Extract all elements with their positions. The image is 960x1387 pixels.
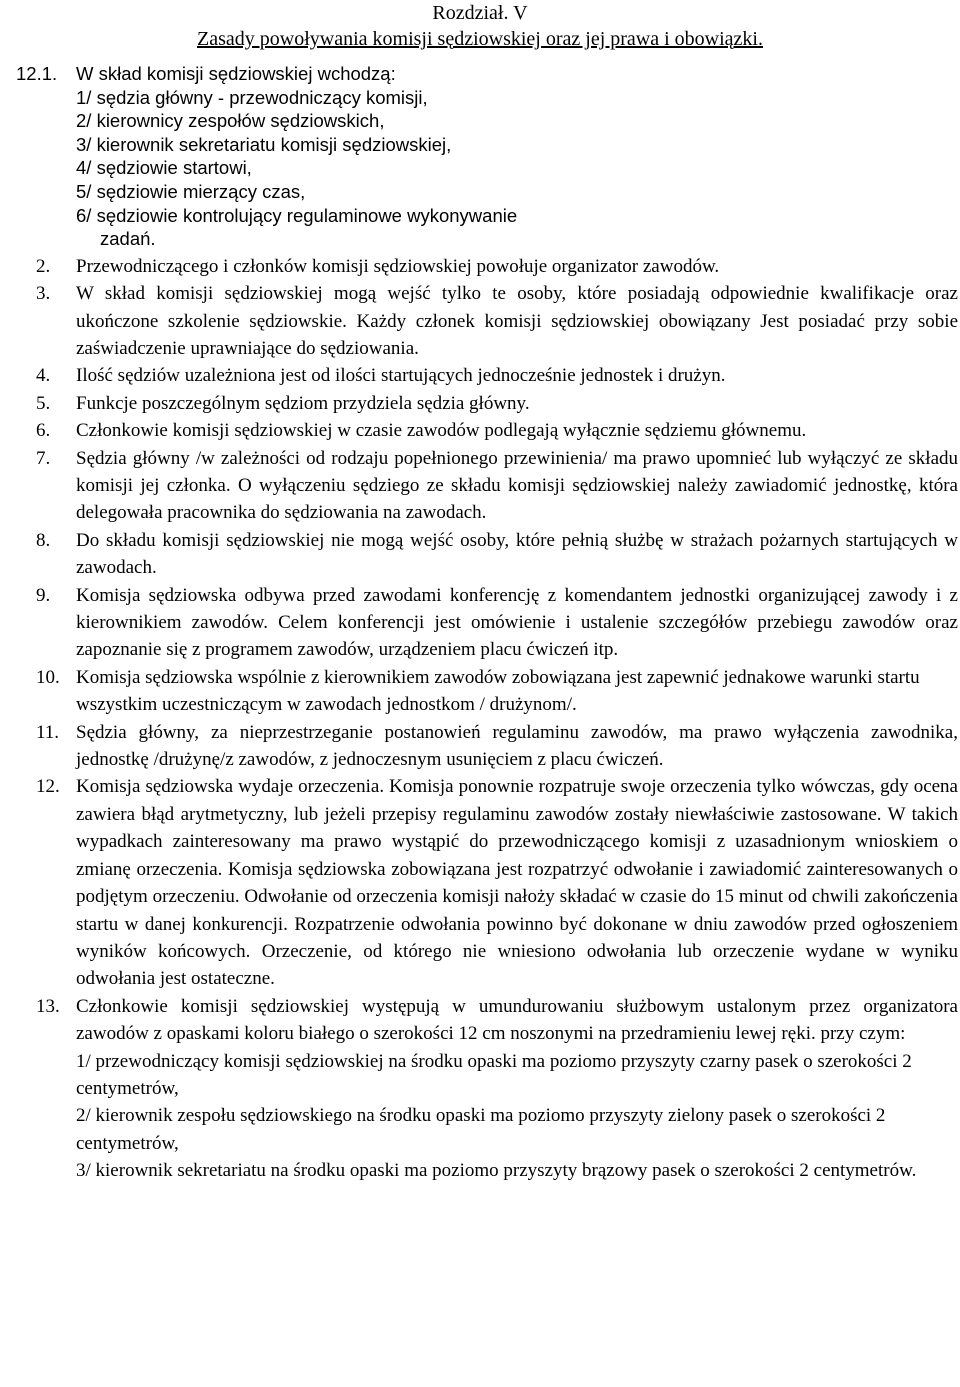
sub-item: 2/ kierownicy zespołów sędziowskich,	[76, 110, 385, 132]
item-number: 13.	[36, 995, 60, 1017]
item-number: 2.	[36, 255, 51, 277]
item-number: 6.	[36, 420, 51, 442]
item-text: Funkcje poszczególnym sędziom przydziela sędzia główny.	[76, 392, 530, 414]
list-item	[0, 253, 958, 280]
list-item	[0, 62, 958, 251]
item-text: Członkowie komisji sędziowskiej w czasie zawodów podlegają wyłącznie sędziemu głównemu.	[76, 420, 807, 442]
item-number: 12.	[36, 776, 60, 798]
sub-item: 6/ sędziowie kontrolujący regulaminowe wykonywanie	[76, 204, 518, 226]
item-text: Komisja sędziowska odbywa przed zawodami konferencję z komendantem jednostki organizującej zawody i z kierownikiem zawodów. Celem konferencji jest omówienie i ustalenie szczegółów przebiegu zawodów oraz zapoznanie się z programem zawodów, urządzeniem placu ćwiczeń itp.	[76, 584, 958, 661]
list-item	[0, 390, 958, 417]
list-item	[0, 445, 958, 527]
sub-item: 3/ kierownik sekretariatu komisji sędziowskiej,	[76, 133, 452, 155]
list-item	[0, 527, 958, 582]
rules-list	[0, 62, 958, 1185]
sub-item: 1/ przewodniczący komisji sędziowskiej na środku opaski ma poziomo przyszyty czarny pasek o szerokości 2 centymetrów,	[76, 1050, 912, 1099]
item-lead: W skład komisji sędziowskiej wchodzą:	[76, 63, 396, 84]
sub-item: 2/ kierownik zespołu sędziowskiego na środku opaski ma poziomo przyszyty zielony pasek o szerokości 2 centymetrów,	[76, 1105, 886, 1154]
item-number: 3.	[36, 283, 51, 305]
item-number: 10.	[36, 666, 60, 688]
list-item	[0, 993, 958, 1185]
list-item	[0, 719, 958, 774]
chapter-header	[0, 0, 960, 52]
sub-item: 5/ sędziowie mierzący czas,	[76, 180, 306, 202]
item-text: Do składu komisji sędziowskiej nie mogą wejść osoby, które pełnią służbę w strażach pożarnych startujących w zawodach.	[76, 529, 958, 579]
item-number: 12.1.	[16, 63, 58, 84]
list-item	[0, 280, 958, 362]
item-number: 9.	[36, 584, 51, 606]
item-number: 11.	[36, 721, 60, 743]
item-number: 8.	[36, 529, 51, 551]
item-text: Ilość sędziów uzależniona jest od ilości startujących jednocześnie jednostek i drużyn.	[76, 365, 726, 387]
list-item	[0, 417, 958, 444]
sub-item: 4/ sędziowie startowi,	[76, 157, 252, 179]
item-text: Przewodniczącego i członków komisji sędziowskiej powołuje organizator zawodów.	[76, 255, 720, 277]
item-text: W skład komisji sędziowskiej mogą wejść tylko te osoby, które posiadają odpowiednie kwalifikacje oraz ukończone szkolenie sędziowskie. Każdy członek komisji sędziowskiej obowiązany Jest posiadać przy sobie zaświadczenie uprawniające do sędziowania.	[76, 283, 958, 359]
sub-item: 3/ kierownik sekretariatu na środku opaski ma poziomo przyszyty brązowy pasek o szerokości 2 centymetrów.	[76, 1160, 917, 1182]
list-item	[0, 582, 958, 664]
item-number: 7.	[36, 447, 51, 469]
sub-item: 1/ sędzia główny - przewodniczący komisji,	[76, 86, 428, 108]
item-text: Sędzia główny, za nieprzestrzeganie postanowień regulaminu zawodów, ma prawo wyłączenia zawodnika, jednostkę /drużynę/z zawodów, z jednoczesnym usunięciem z placu ćwiczeń.	[76, 721, 958, 771]
item-text: Komisja sędziowska wspólnie z kierownikiem zawodów zobowiązana jest zapewnić jednakowe warunki startu wszystkim uczestniczącym w zawodach jednostkom / drużynom/.	[76, 666, 920, 716]
chapter-subtitle: Zasady powoływania komisji sędziowskiej oraz jej prawa i obowiązki.	[197, 28, 763, 50]
item-text: Członkowie komisji sędziowskiej występują w umundurowaniu służbowym ustalonym przez organizatora zawodów z opaskami koloru białego o szerokości 12 cm noszonymi na przedramieniu lewej ręki. przy czym:	[76, 995, 958, 1045]
item-number: 4.	[36, 365, 51, 387]
item-number: 5.	[36, 392, 51, 414]
item-text: Sędzia główny /w zależności od rodzaju popełnionego przewinienia/ ma prawo upomnieć lub wyłączyć ze składu komisji jej członka. O wyłączeniu sędziego ze składu komisji sędziowskiej należy zawiadomić jednostkę, która delegowała pracownika do sędziowania na zawodach.	[76, 447, 958, 524]
list-item	[0, 773, 958, 992]
list-item	[0, 362, 958, 389]
item-text: Komisja sędziowska wydaje orzeczenia. Komisja ponownie rozpatruje swoje orzeczenia tylko wówczas, gdy ocena zawiera błąd arytmetyczny, lub jeżeli przepisy regulaminu zawodów zostały niewłaściwie zastosowane. W takich wypadkach zainteresowany ma prawo wystąpić do przewodniczącego komisji z uzasadnionym wnioskiem o zmianę orzeczenia. Komisja sędziowska zobowiązana jest rozpatrzyć odwołanie i zawiadomić zainteresowanych o podjętym orzeczeniu. Odwołanie od orzeczenia komisji nałoży składać w czasie do 15 minut od chwili zakończenia startu w danej konkurencji. Rozpatrzenie odwołania powinno być dokonane w dniu zawodów przed ogłoszeniem wyników końcowych. Orzeczenie, od którego nie wniesiono odwołania lub orzeczenie wydane w wyniku odwołania jest ostateczne.	[76, 776, 958, 990]
list-item	[0, 664, 958, 719]
sub-item-continuation: zadań.	[100, 228, 156, 250]
chapter-title: Rozdział. V	[432, 2, 528, 24]
